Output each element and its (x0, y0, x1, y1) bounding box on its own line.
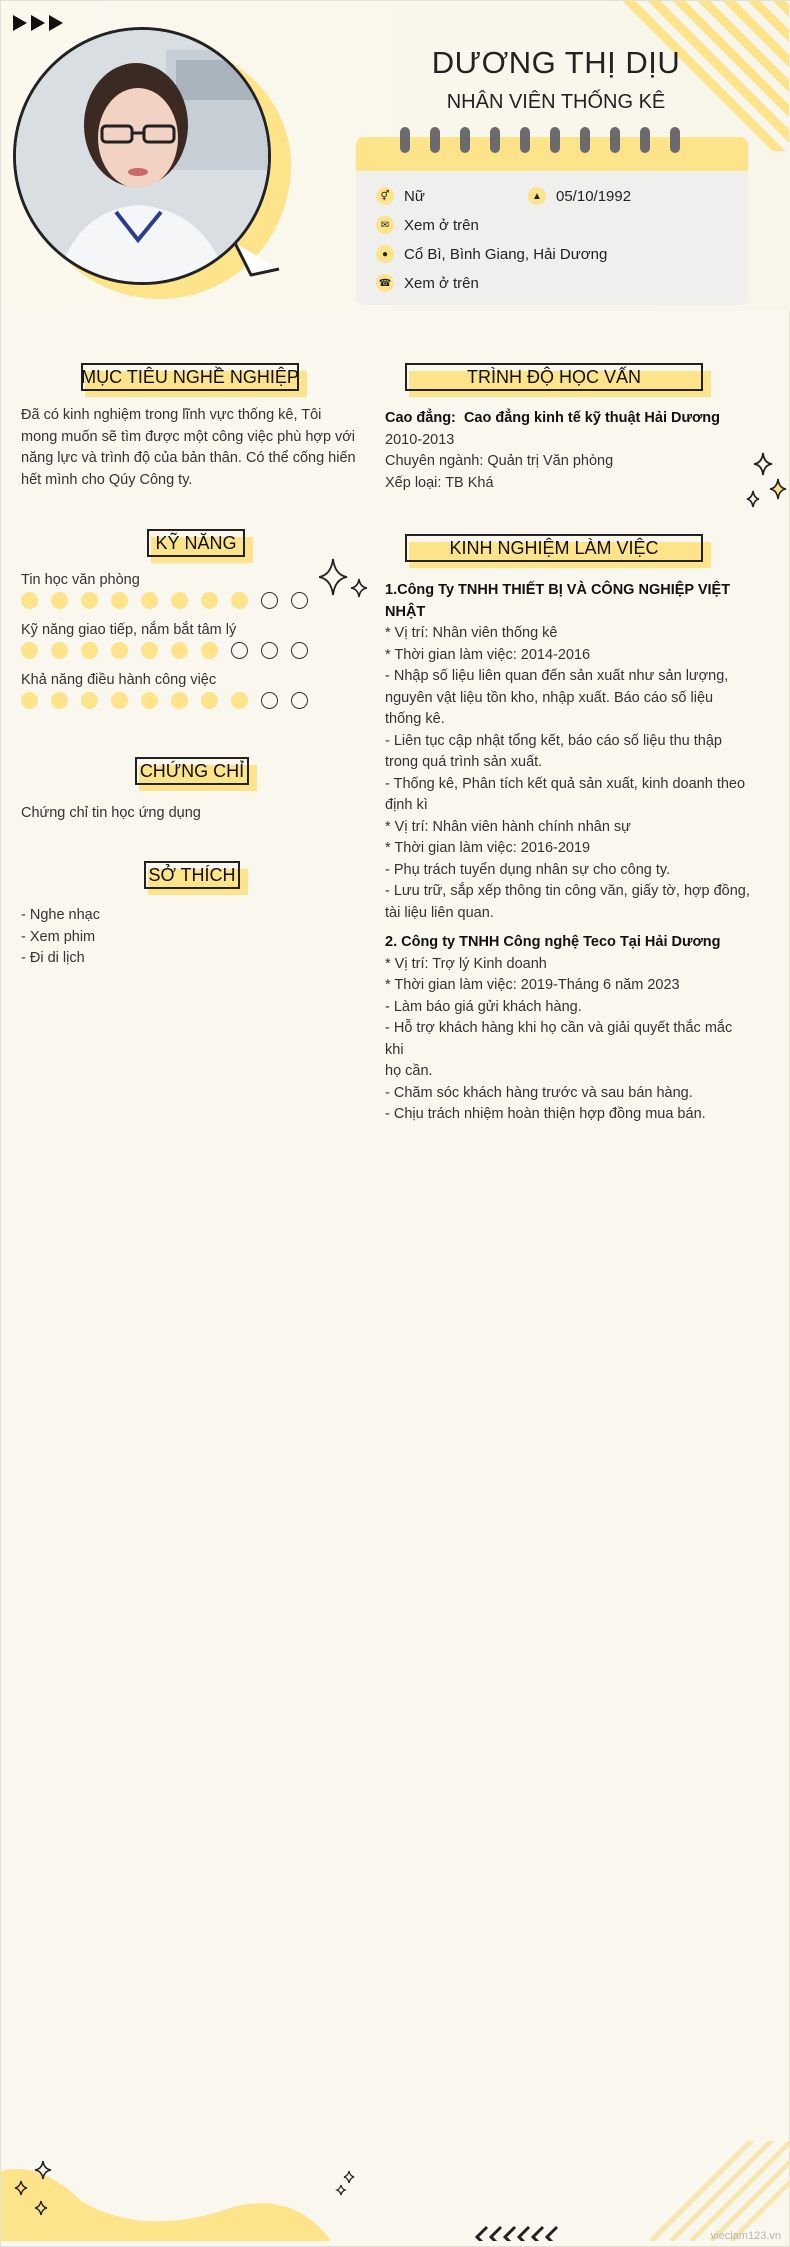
company-name: 1.Công Ty TNHH THIẾT BỊ VÀ CÔNG NGHIỆP VIỆT NHẬT (385, 582, 731, 620)
rating-dot-filled (171, 692, 188, 709)
rating-dot-filled (111, 592, 128, 609)
skill-rating (21, 692, 308, 709)
sparkle-icon (745, 451, 787, 518)
company-name: 2. Công ty TNHH Công nghệ Teco Tại Hải Dương (385, 934, 721, 950)
gender-icon: ⚥ (376, 187, 394, 205)
experience-heading: KINH NGHIỆM LÀM VIỆC (405, 534, 703, 562)
rating-dot-filled (111, 642, 128, 659)
rating-dot-filled (21, 692, 38, 709)
rating-dot-filled (81, 692, 98, 709)
education-heading: TRÌNH ĐỘ HỌC VẤN (405, 363, 703, 391)
arrows-icon (13, 13, 67, 38)
email-icon: ✉ (376, 216, 394, 234)
location-icon: ● (376, 245, 394, 263)
rating-dot-filled (231, 592, 248, 609)
rating-dot-filled (51, 642, 68, 659)
hobbies-text: - Nghe nhạc - Xem phim - Đi di lịch (21, 907, 100, 966)
rating-dot-filled (21, 642, 38, 659)
rating-dot-empty (291, 592, 308, 609)
rating-dot-filled (231, 692, 248, 709)
rating-dot-filled (201, 592, 218, 609)
birthday-row (528, 187, 631, 205)
certificates-heading: CHỨNG CHỈ (135, 757, 249, 785)
rating-dot-filled (201, 692, 218, 709)
email-row (376, 216, 479, 234)
rating-dot-filled (81, 642, 98, 659)
rating-dot-empty (261, 642, 278, 659)
rating-dot-empty (261, 592, 278, 609)
rating-dot-filled (51, 692, 68, 709)
skill-label: Khả năng điều hành công việc (21, 672, 217, 688)
rating-dot-filled (81, 592, 98, 609)
hobbies-heading: SỞ THÍCH (144, 861, 240, 889)
address-value: Cổ Bì, Bình Giang, Hải Dương (404, 245, 608, 263)
rating-dot-filled (141, 692, 158, 709)
rating-dot-filled (141, 592, 158, 609)
gender-value: Nữ (404, 187, 425, 205)
rating-dot-empty (291, 692, 308, 709)
watermark: vieclam123.vn (710, 2230, 781, 2242)
skill-rating (21, 592, 308, 609)
objective-heading: MỤC TIÊU NGHỀ NGHIỆP (81, 363, 299, 391)
skill-label: Tin học văn phòng (21, 572, 140, 588)
skill-rating (21, 642, 308, 659)
rating-dot-filled (141, 642, 158, 659)
rating-dot-filled (201, 642, 218, 659)
rating-dot-empty (261, 692, 278, 709)
rating-dot-filled (21, 592, 38, 609)
education-text: Cao đẳng: Cao đẳng kinh tế kỹ thuật Hải Dương 2010-2013 Chuyên ngành: Quản trị Văn phòng Xếp loại: TB Khá (385, 410, 721, 491)
rating-dot-filled (111, 692, 128, 709)
job-title: NHÂN VIÊN THỐNG KÊ (446, 91, 666, 113)
sparkle-icon (319, 557, 371, 606)
gender-row (376, 187, 425, 205)
contact-card (356, 137, 748, 305)
cake-icon: ▲ (528, 187, 546, 205)
candidate-name: DƯƠNG THỊ DỊU (431, 45, 681, 80)
rating-dot-empty (291, 642, 308, 659)
rating-dot-filled (171, 642, 188, 659)
rating-dot-filled (171, 592, 188, 609)
skill-label: Kỹ năng giao tiếp, nắm bắt tâm lý (21, 622, 237, 638)
speech-tail-icon (233, 241, 283, 286)
address-row (376, 245, 607, 263)
binder-rings (400, 127, 680, 153)
contact-card-header (356, 137, 748, 171)
rating-dot-empty (231, 642, 248, 659)
phone-row (376, 274, 479, 292)
bottom-wave-decoration (1, 2141, 790, 2246)
phone-icon: ☎ (376, 274, 394, 292)
birthday-value: 05/10/1992 (556, 187, 632, 205)
certificates-text: Chứng chỉ tin học ứng dụng (21, 805, 201, 821)
email-value: Xem ở trên (404, 216, 479, 234)
objective-text: Đã có kinh nghiệm trong lĩnh vực thống kê, Tôi mong muốn sẽ tìm được một công việc phù hợp với năng lực và trình độ của bản thân. Có thể cống hiến hết mình cho Qúy Công ty. (21, 407, 356, 488)
phone-value: Xem ở trên (404, 274, 479, 292)
rating-dot-filled (51, 592, 68, 609)
experience-text: 1.Công Ty TNHH THIẾT BỊ VÀ CÔNG NGHIỆP VIỆT NHẬT * Vị trí: Nhân viên thống kê * Thời gian làm việc: 2014-2016 - Nhập số liệu liên quan đến sản xuất như sản lượng, nguyên vật liệu tồn kho, nhập xuất. Báo cáo số liệu thống kê. - Liên tục cập nhật tổng kết, báo cáo số liệu thu thập trong quá trình sản xuất. - Thống kê, Phân tích kết quả sản xuất, kinh doanh theo định kì * Vị trí: Nhân viên hành chính nhân sự * Thời gian làm việc: 2016-2019 - Phụ trách tuyển dụng nhân sự cho công ty. - Lưu trữ, sắp xếp thông tin công văn, giấy tờ, hợp đồng, tài liệu liên quan. 2. Công ty TNHH Công nghệ Teco Tại Hải Dương * Vị trí: Trợ lý Kinh doanh * Thời gian làm việc: 2019-Tháng 6 năm 2023 - Làm báo giá gửi khách hàng. - Hỗ trợ khách hàng khi họ cần và giải quyết thắc mắc khi họ cần. - Chăm sóc khách hàng trước và sau bán hàng. - Chịu trách nhiệm hoàn thiện hợp đồng mua bán. (385, 582, 750, 1122)
skills-heading: KỸ NĂNG (147, 529, 245, 557)
